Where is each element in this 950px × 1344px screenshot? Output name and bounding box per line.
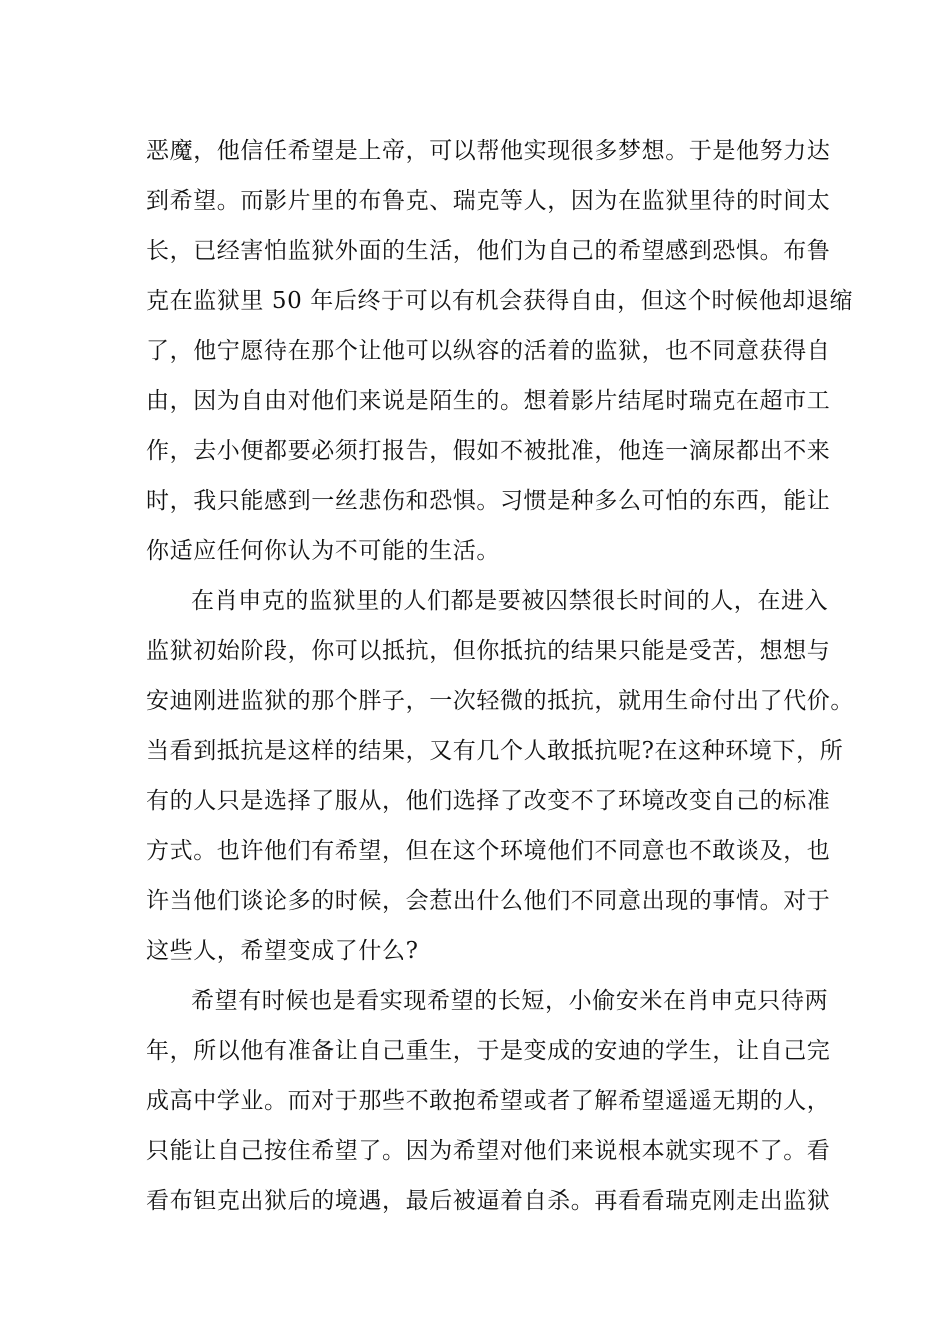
text-line: 监狱初始阶段，你可以抵抗，但你抵抗的结果只能是受苦，想想与 <box>146 638 831 664</box>
text-line: 方式。也许他们有希望，但在这个环境他们不同意也不敢谈及，也 <box>146 838 831 864</box>
text-line: 成高中学业。而对于那些不敢抱希望或者了解希望遥遥无期的人， <box>146 1088 831 1114</box>
text-line: 这些人，希望变成了什么? <box>146 938 419 964</box>
text-line: 看布钽克出狱后的境遇，最后被逼着自杀。再看看瑞克刚走出监狱 <box>146 1188 831 1214</box>
text-line: 克在监狱里 50 年后终于可以有机会获得自由，但这个时候他却退缩 <box>146 288 854 314</box>
text-line: 你适应任何你认为不可能的生活。 <box>146 538 500 564</box>
text-line: 了，他宁愿待在那个让他可以纵容的活着的监狱，也不同意获得自 <box>146 338 831 364</box>
text-line: 许当他们谈论多的时候，会惹出什么他们不同意出现的事情。对于 <box>146 888 831 914</box>
paragraph-first-line: 在肖申克的监狱里的人们都是要被囚禁很长时间的人，在进入 <box>191 588 829 614</box>
text-line: 由，因为自由对他们来说是陌生的。想着影片结尾时瑞克在超市工 <box>146 388 831 414</box>
text-line: 只能让自己按住希望了。因为希望对他们来说根本就实现不了。看 <box>146 1138 831 1164</box>
text-line: 到希望。而影片里的布鲁克、瑞克等人，因为在监狱里待的时间太 <box>146 188 831 214</box>
paragraph-first-line: 希望有时候也是看实现希望的长短，小偷安米在肖申克只待两 <box>191 988 829 1014</box>
text-line: 有的人只是选择了服从，他们选择了改变不了环境改变自己的标准 <box>146 788 831 814</box>
text-line: 长，已经害怕监狱外面的生活，他们为自己的希望感到恐惧。布鲁 <box>146 238 831 264</box>
text-line: 作，去小便都要必须打报告，假如不被批准，他连一滴尿都出不来 <box>146 438 831 464</box>
text-line: 当看到抵抗是这样的结果，又有几个人敢抵抗呢?在这种环境下，所 <box>146 738 844 764</box>
text-line: 安迪刚进监狱的那个胖子，一次轻微的抵抗，就用生命付出了代价。 <box>146 688 854 714</box>
text-line: 恶魔，他信任希望是上帝，可以帮他实现很多梦想。于是他努力达 <box>146 138 831 164</box>
text-line: 年，所以他有准备让自己重生，于是变成的安迪的学生，让自己完 <box>146 1038 831 1064</box>
text-line: 时，我只能感到一丝悲伤和恐惧。习惯是种多么可怕的东西，能让 <box>146 488 831 514</box>
